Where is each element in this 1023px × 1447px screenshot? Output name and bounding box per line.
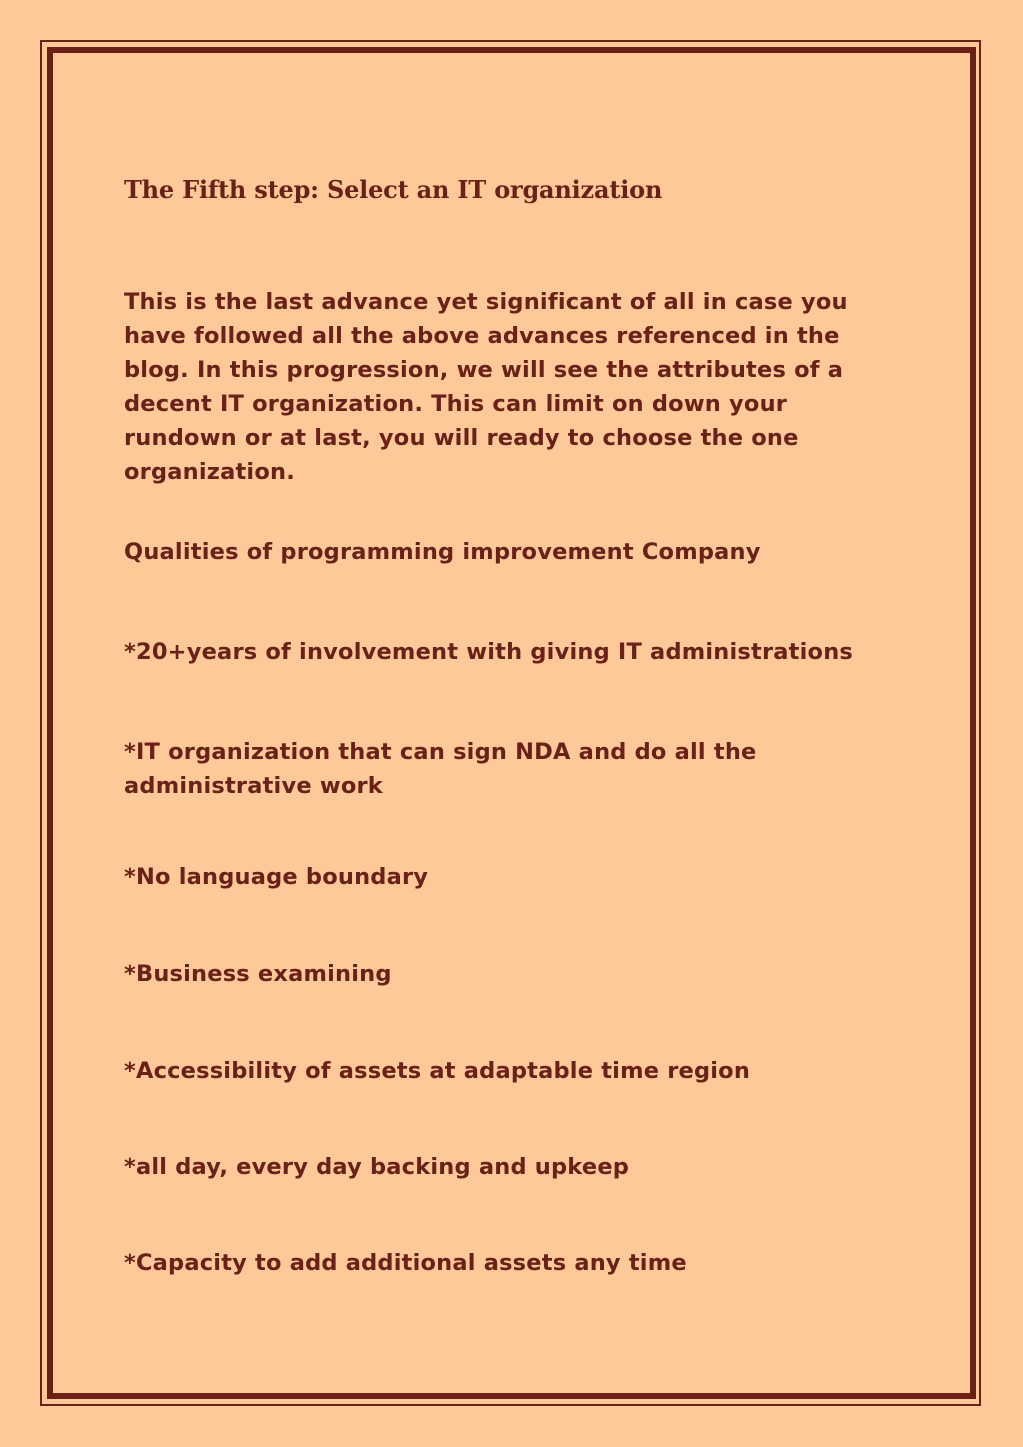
list-item: *Capacity to add additional assets any time bbox=[124, 1250, 687, 1276]
qualities-title: Qualities of programming improvement Company bbox=[124, 539, 761, 565]
page-title: The Fifth step: Select an IT organization bbox=[124, 175, 663, 204]
list-item: *IT organization that can sign NDA and do all the administrative work bbox=[124, 739, 757, 799]
list-item: *all day, every day backing and upkeep bbox=[124, 1154, 630, 1180]
list-item: *No language boundary bbox=[124, 864, 429, 890]
list-item: *20+years of involvement with giving IT administrations bbox=[124, 639, 854, 665]
document-content bbox=[124, 170, 874, 1276]
intro-paragraph: This is the last advance yet significant of all in case you have followed all the above advances referenced in the blog. In this progression, we will see the attributes of a decent IT organization. This can limit on down your rundown or at last, you will ready to choose the one organization. bbox=[124, 289, 848, 485]
list-item: *Business examining bbox=[124, 961, 392, 987]
list-item: *Accessibility of assets at adaptable time region bbox=[124, 1058, 751, 1084]
